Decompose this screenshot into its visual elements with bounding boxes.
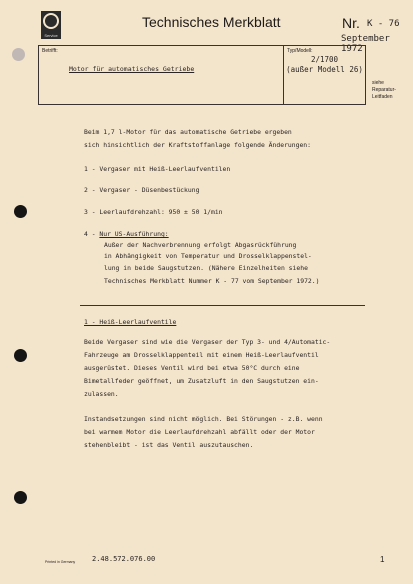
list-item-title: Nur US-Ausführung: (99, 230, 169, 238)
section-divider (80, 305, 365, 306)
type-model-line: (außer Modell 26) (286, 65, 363, 74)
paragraph-line: zulassen. (84, 390, 119, 398)
paragraph-line: Fahrzeuge am Drosselklappenteil mit einem Heiß-Leerlaufventil (84, 351, 319, 359)
info-box (38, 45, 366, 105)
side-note-line: siehe (372, 80, 384, 86)
list-item (84, 230, 169, 238)
page-number: 1 (380, 555, 385, 564)
list-item-line: Technisches Merkblatt Nummer K - 77 vom September 1972.) (104, 277, 320, 285)
paragraph-line: Instandsetzungen sind nicht möglich. Bei Störungen - z.B. wenn (84, 415, 323, 423)
punch-hole (14, 349, 27, 362)
type-model-value (284, 55, 365, 75)
logo-text: Service (44, 33, 58, 38)
subject-value: Motor für automatisches Getriebe (69, 65, 195, 73)
list-item-prefix: 4 - (84, 230, 100, 238)
side-note (372, 80, 396, 101)
list-item-line: in Abhängigkeit von Temperatur und Drosselklappenstel- (104, 252, 312, 260)
vw-logo (41, 11, 61, 39)
paragraph-line: bei warmem Motor die Leerlaufdrehzahl abfällt oder der Motor (84, 428, 315, 436)
list-item: 3 - Leerlaufdrehzahl: 950 ± 50 1/min (84, 208, 223, 216)
paragraph-line: ausgerüstet. Dieses Ventil wird bei etwa 50°C durch eine (84, 364, 300, 372)
list-item-line: Außer der Nachverbrennung erfolgt Abgasrückführung (104, 241, 297, 249)
punch-hole (14, 205, 27, 218)
punch-hole (14, 491, 27, 504)
intro-line: Beim 1,7 l-Motor für das automatische Getriebe ergeben (84, 128, 292, 136)
type-model-label: Typ/Modell: (287, 48, 313, 54)
paragraph-line: Bimetallfeder geöffnet, um Zusatzluft in den Saugstutzen ein- (84, 377, 319, 385)
subject-label: Betrifft: (42, 48, 58, 54)
vw-emblem-icon (43, 13, 59, 29)
section-heading: 1 - Heiß-Leerlaufventile (84, 318, 177, 326)
document-code: 2.48.572.076.00 (92, 555, 156, 563)
side-note-line: Leitfaden (372, 94, 393, 100)
document-date: September 1972 (341, 34, 390, 54)
punch-hole (12, 48, 25, 61)
intro-line: sich hinsichtlich der Kraftstoffanlage folgende Änderungen: (84, 141, 312, 149)
list-item-line: lung in beide Saugstutzen. (Nähere Einzelheiten siehe (104, 264, 308, 272)
list-item: 1 - Vergaser mit Heiß-Leerlaufventilen (84, 165, 231, 173)
list-item: 2 - Vergaser - Düsenbestückung (84, 186, 200, 194)
number-value: K - 76 (367, 19, 400, 29)
paragraph-line: stehenbleibt - ist das Ventil auszutauschen. (84, 441, 254, 449)
type-model-line: 2/1700 (310, 55, 339, 64)
paragraph-line: Beide Vergaser sind wie die Vergaser der Typ 3- und 4/Automatic- (84, 338, 331, 346)
number-label: Nr. (342, 15, 360, 31)
printed-note: Printed in Germany (45, 560, 76, 564)
document-title: Technisches Merkblatt (142, 14, 281, 30)
side-note-line: Reparatur- (372, 87, 396, 93)
